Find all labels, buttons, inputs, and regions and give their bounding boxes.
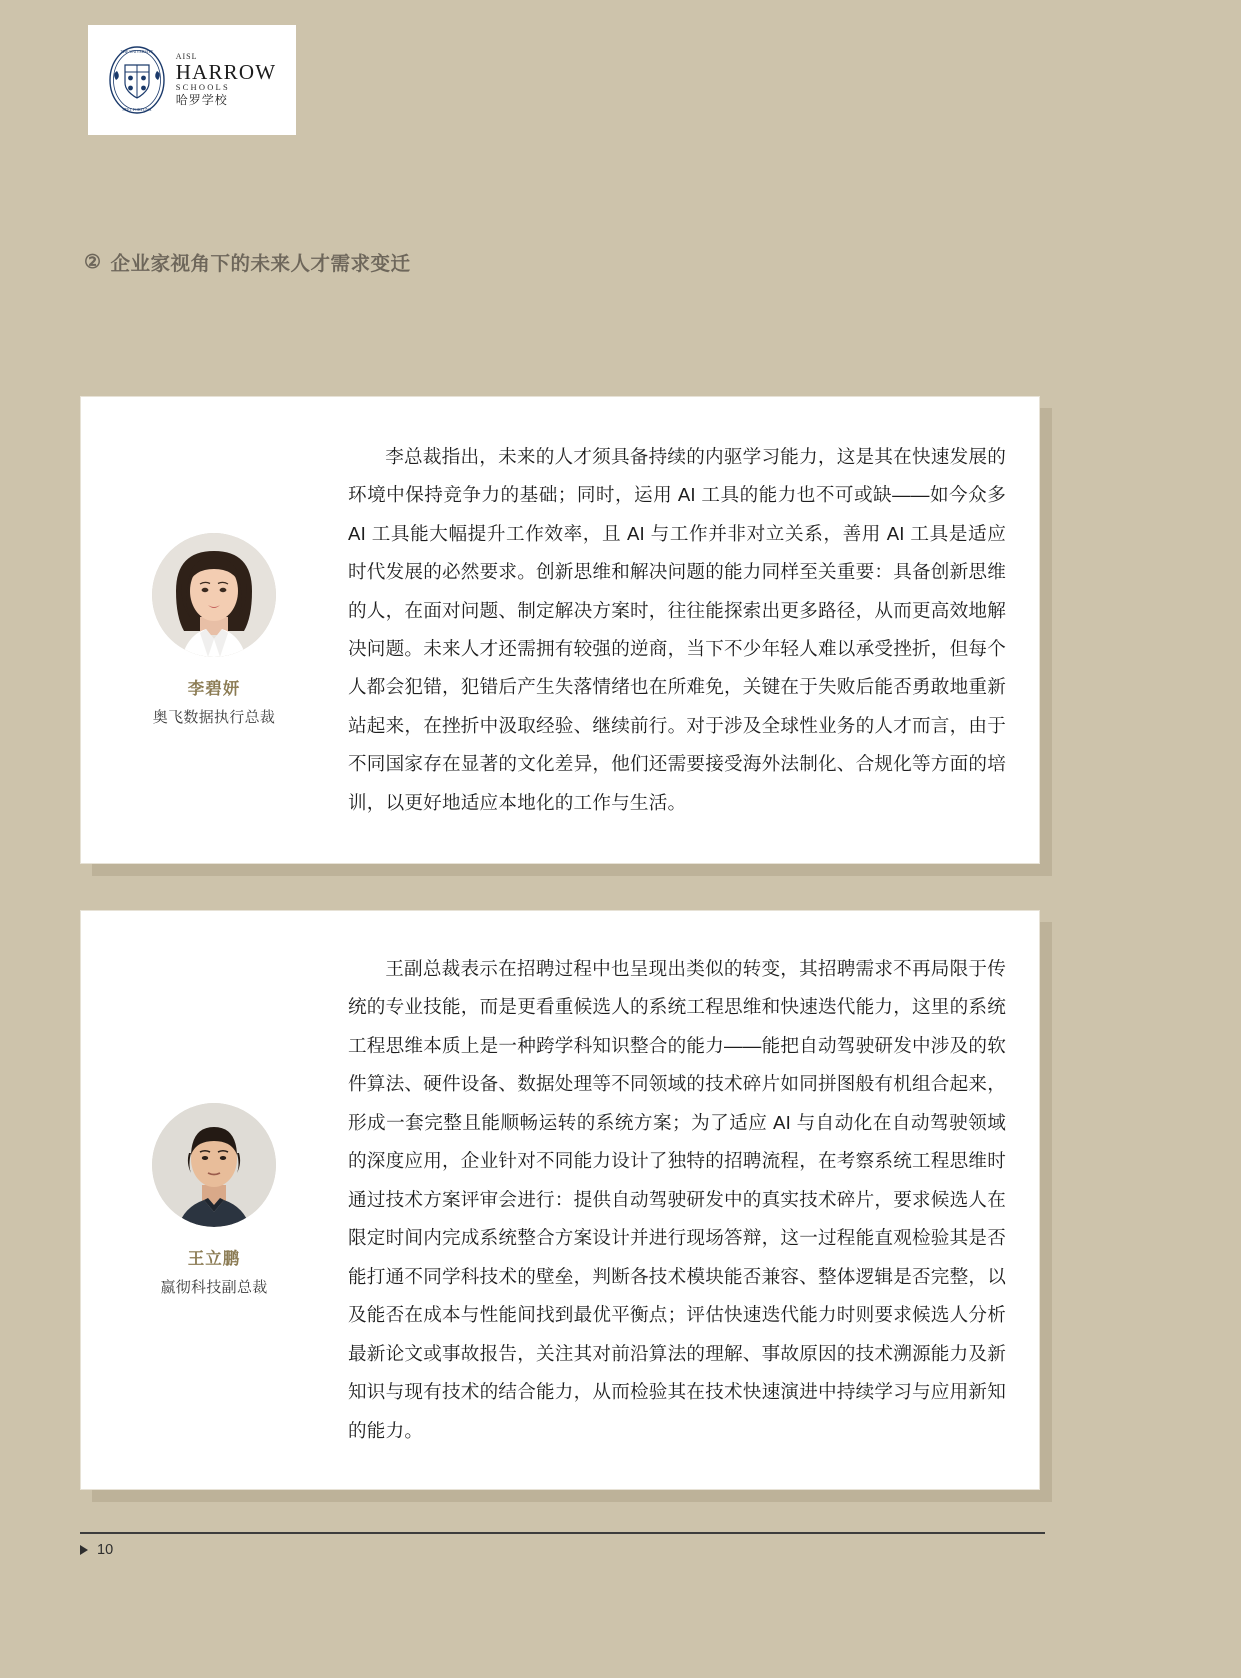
speaker-title: 奥飞数据执行总裁 [152, 709, 276, 726]
logo-schools: SCHOOLS [175, 82, 230, 93]
svg-text:STET FORTUNA: STET FORTUNA [122, 107, 152, 112]
logo-harrow: HARROW [175, 60, 277, 85]
section-title: 企业家视角下的未来人才需求变迁 [110, 253, 411, 275]
avatar [152, 1103, 276, 1227]
logo-chinese: 哈罗学校 [175, 93, 228, 108]
section-heading [84, 248, 411, 276]
card-body-text: 王副总裁表示在招聘过程中也呈现出类似的转变，其招聘需求不再局限于传统的专业技能，而是更看重候选人的系统工程思维和快速迭代能力，这里的系统工程思维本质上是一种跨学科知识整合的能力——能把自动驾驶研发中涉及的软件算法、硬件设备、数据处理等不同领域的技术碎片如同拼图般有机组合起来，形成一套完整且能顺畅运转的系统方案；为了适应 AI 与自动化在自动驾驶领域的深度应用，企业针对不同能力设计了独特的招聘流程，在考察系统工程思维时通过技术方案评审会进行：提供自动驾驶研发中的真实技术碎片，要求候选人在限定时间内完成系统整合方案设计并进行现场答辩，这一过程能直观检验其是否能打通不同学科技术的壁垒，判断各技术模块能否兼容、整体逻辑是否完整，以及能否在成本与性能间找到最优平衡点；评估快速迭代能力时则要求候选人分析最新论文或事故报告，关注其对前沿算法的理解、事故原因的技术溯源能力及新知识与现有技术的结合能力，从而检验其在技术快速演进中持续学习与应用新知的能力。 [348, 957, 1006, 1441]
svg-text:THE UNIVERSITY: THE UNIVERSITY [120, 49, 154, 54]
harrow-logo [88, 25, 296, 135]
speaker-card [80, 910, 1040, 1490]
logo-wordmark [176, 53, 277, 107]
speaker-title: 嬴彻科技副总裁 [160, 1279, 268, 1296]
card-body-text: 李总裁指出，未来的人才须具备持续的内驱学习能力，这是其在快速发展的环境中保持竞争力的基础；同时，运用 AI 工具的能力也不可或缺——如今众多 AI 工具能大幅提升工作效率，且 AI 与工作并非对立关系，善用 AI 工具是适应时代发展的必然要求。创新思维和解决问题的能力同样至关重要：具备创新思维的人，在面对问题、制定解决方案时，往往能探索出更多路径，从而更高效地解决问题。未来人才还需拥有较强的逆商，当下不少年轻人难以承受挫折，但每个人都会犯错，犯错后产生失落情绪也在所难免，关键在于失败后能否勇敢地重新站起来，在挫折中汲取经验、继续前行。对于涉及全球性业务的人才而言，由于不同国家存在显著的文化差异，他们还需要接受海外法制化、合规化等方面的培训，以更好地适应本地化的工作与生活。 [348, 445, 1006, 813]
speaker-name: 王立鹏 [187, 1250, 241, 1268]
speaker-profile [80, 396, 348, 864]
section-number: ② [84, 251, 102, 273]
logo-aisl: AISL [175, 52, 198, 62]
card-text-column [348, 396, 1040, 864]
speaker-profile [80, 910, 348, 1490]
page-number: 10 [97, 1542, 114, 1558]
speaker-card [80, 396, 1040, 864]
footer [80, 1542, 1080, 1558]
speaker-name: 李碧妍 [187, 680, 241, 698]
footer-divider [80, 1532, 1045, 1534]
card-text-column [348, 910, 1040, 1490]
avatar [152, 533, 276, 657]
crest-icon [108, 45, 166, 115]
triangle-icon [80, 1545, 88, 1555]
